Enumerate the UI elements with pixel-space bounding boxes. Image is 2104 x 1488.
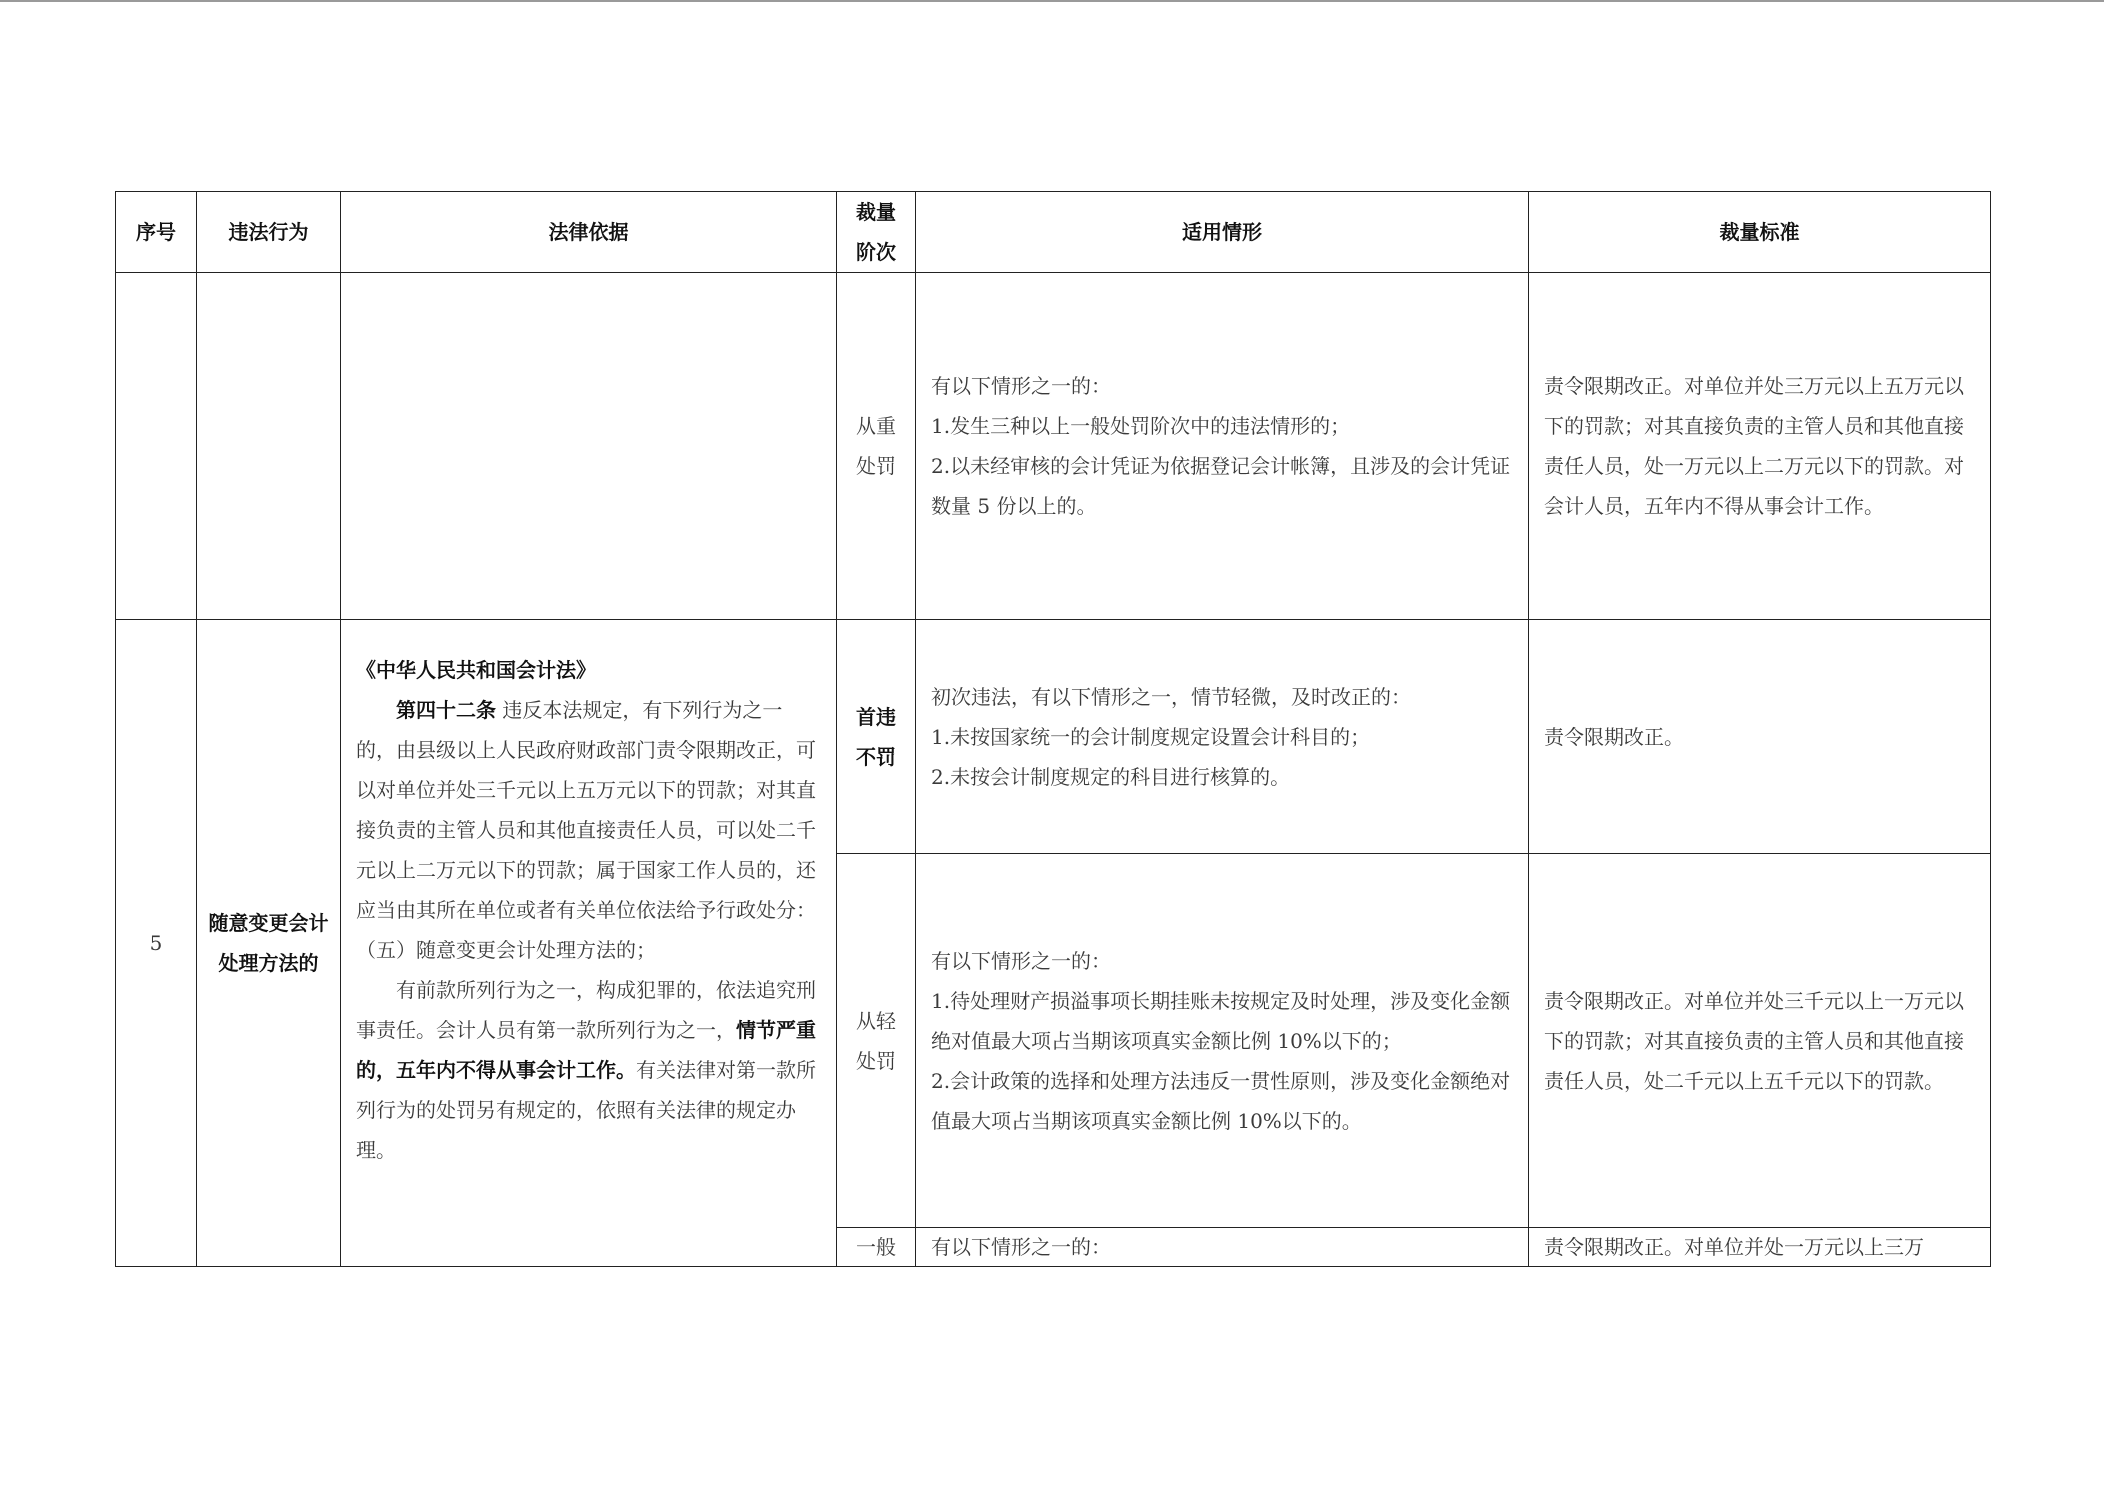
header-situation: 适用情形 <box>916 192 1529 273</box>
situation-line: 2.会计政策的选择和处理方法违反一贯性原则，涉及变化金额绝对值最大项占当期该项真实金额比例 10%以下的。 <box>931 1068 1511 1133</box>
situation-line: 2.以未经审核的会计凭证为依据登记会计帐簿，且涉及的会计凭证数量 5 份以上的。 <box>931 454 1511 518</box>
law-paragraph-2-text-a: 有前款所列行为之一，构成犯罪的，依法追究刑事责任。会计人员有第一款所列行为之一， <box>356 978 816 1042</box>
cont-stage-cell: 从重处罚 <box>837 273 916 620</box>
header-legal-basis: 法律依据 <box>341 192 837 273</box>
law-article-number: 第四十二条 <box>396 698 496 722</box>
cont-seq-cell <box>116 273 197 620</box>
cont-situation-cell <box>916 273 1529 620</box>
tier2-standard-cell: 责令限期改正。对单位并处三千元以上一万元以下的罚款；对其直接负责的主管人员和其他直接责任人员，处二千元以上五千元以下的罚款。 <box>1529 854 1991 1228</box>
table-row <box>116 620 1991 854</box>
law-paragraph-2 <box>356 970 821 1170</box>
law-paragraph-1 <box>356 690 821 970</box>
table-row <box>116 273 1991 620</box>
law-paragraph-2-text-b: 有关法律对第一款所列行为的处罚另有规定的，依照有关法律的规定办理。 <box>356 1058 816 1162</box>
discretion-standard-table <box>115 191 1991 1267</box>
tier2-situation-cell <box>916 854 1529 1228</box>
law-paragraph-1-text: 违反本法规定，有下列行为之一的，由县级以上人民政府财政部门责令限期改正，可以对单位并处三千元以上五万元以下的罚款；对其直接负责的主管人员和其他直接责任人员，可以处二千元以上二万元以下的罚款；属于国家工作人员的，还应当由其所在单位或者有关单位依法给予行政处分：（五）随意变更会计处理方法的； <box>356 698 816 962</box>
situation-line: 2.未按会计制度规定的科目进行核算的。 <box>931 764 1291 789</box>
cont-standard-cell: 责令限期改正。对单位并处三万元以上五万元以下的罚款；对其直接负责的主管人员和其他直接责任人员，处一万元以上二万元以下的罚款。对会计人员，五年内不得从事会计工作。 <box>1529 273 1991 620</box>
header-standard: 裁量标准 <box>1529 192 1991 273</box>
header-seq: 序号 <box>116 192 197 273</box>
row5-violation-cell: 随意变更会计处理方法的 <box>197 620 341 1267</box>
tier3-standard-cell: 责令限期改正。对单位并处一万元以上三万 <box>1529 1228 1991 1267</box>
header-violation: 违法行为 <box>197 192 341 273</box>
tier2-stage-cell: 从轻处罚 <box>837 854 916 1228</box>
law-title: 《中华人民共和国会计法》 <box>356 658 596 682</box>
cont-violation-cell <box>197 273 341 620</box>
situation-line: 1.发生三种以上一般处罚阶次中的违法情形的； <box>931 414 1351 438</box>
tier1-situation-cell <box>916 620 1529 854</box>
table-header-row <box>116 192 1991 273</box>
situation-line: 初次违法，有以下情形之一，情节轻微，及时改正的： <box>931 684 1411 709</box>
tier3-stage-cell: 一般 <box>837 1228 916 1267</box>
tier1-standard-cell: 责令限期改正。 <box>1529 620 1991 854</box>
situation-line: 1.未按国家统一的会计制度规定设置会计科目的； <box>931 724 1371 749</box>
situation-line: 1.待处理财产损溢事项长期挂账未按规定及时处理，涉及变化金额绝对值最大项占当期该项真实金额比例 10%以下的； <box>931 988 1511 1053</box>
row5-legal-basis-cell <box>341 620 837 1267</box>
situation-line: 有以下情形之一的： <box>931 948 1111 973</box>
header-stage: 裁量阶次 <box>837 192 916 273</box>
law-paragraph-2-bold: 情节严重的，五年内不得从事会计工作。 <box>356 1018 816 1082</box>
tier3-situation-cell: 有以下情形之一的： <box>916 1228 1529 1267</box>
cont-legal-basis-cell <box>341 273 837 620</box>
row5-seq-cell: 5 <box>116 620 197 1267</box>
situation-line: 有以下情形之一的： <box>931 374 1111 398</box>
tier1-stage-cell: 首违不罚 <box>837 620 916 854</box>
top-border-line <box>0 0 2104 2</box>
